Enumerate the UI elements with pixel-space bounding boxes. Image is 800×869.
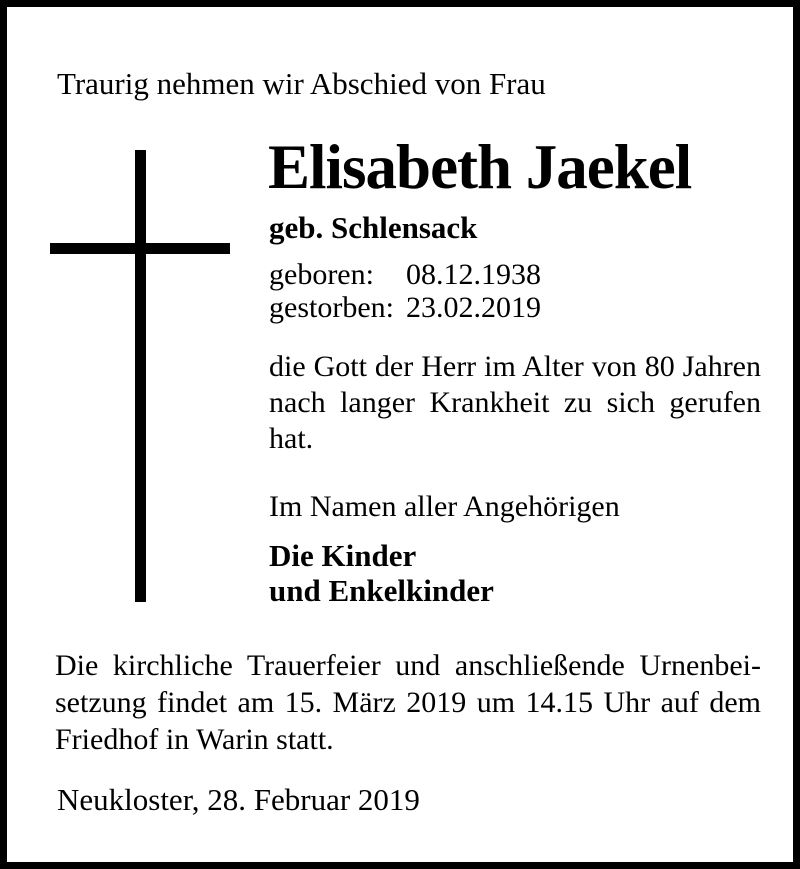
died-date: 23.02.2019 bbox=[406, 291, 541, 324]
mourner-line-1: Die Kinder bbox=[269, 538, 417, 573]
intro-line: Traurig nehmen wir Abschied von Frau bbox=[57, 66, 546, 101]
mourner-line-2: und Enkelkinder bbox=[269, 573, 494, 608]
death-row bbox=[269, 291, 541, 324]
maiden-name: geb. Schlensack bbox=[269, 210, 478, 245]
eulogy-line-1: die Gott der Herr im Alter von 80 Jahren bbox=[269, 350, 761, 383]
eulogy-line-3: hat. bbox=[269, 422, 314, 455]
birth-row bbox=[269, 258, 541, 291]
funeral-line-1: Die kirchliche Trauerfeier und anschließende Urnenbei- bbox=[55, 649, 761, 682]
funeral-info-paragraph bbox=[55, 647, 761, 758]
died-label: gestorben: bbox=[269, 291, 394, 324]
born-date: 08.12.1938 bbox=[406, 258, 541, 291]
deceased-name: Elisabeth Jaekel bbox=[268, 132, 692, 202]
born-label: geboren: bbox=[269, 258, 374, 291]
cross-vertical-bar bbox=[135, 150, 146, 602]
place-and-date-line: Neukloster, 28. Februar 2019 bbox=[57, 782, 420, 817]
eulogy-line-2: nach langer Krankheit zu sich gerufen bbox=[269, 386, 761, 419]
funeral-line-3: Friedhof in Warin statt. bbox=[55, 723, 334, 756]
cross-horizontal-bar bbox=[50, 243, 230, 254]
eulogy-paragraph bbox=[269, 349, 761, 457]
mourners-block bbox=[269, 538, 494, 608]
funeral-line-2: setzung findet am 15. März 2019 um 14.15 Uhr auf dem bbox=[55, 686, 761, 719]
in-name-of-line: Im Namen aller Angehörigen bbox=[269, 490, 620, 523]
life-dates bbox=[269, 258, 541, 324]
